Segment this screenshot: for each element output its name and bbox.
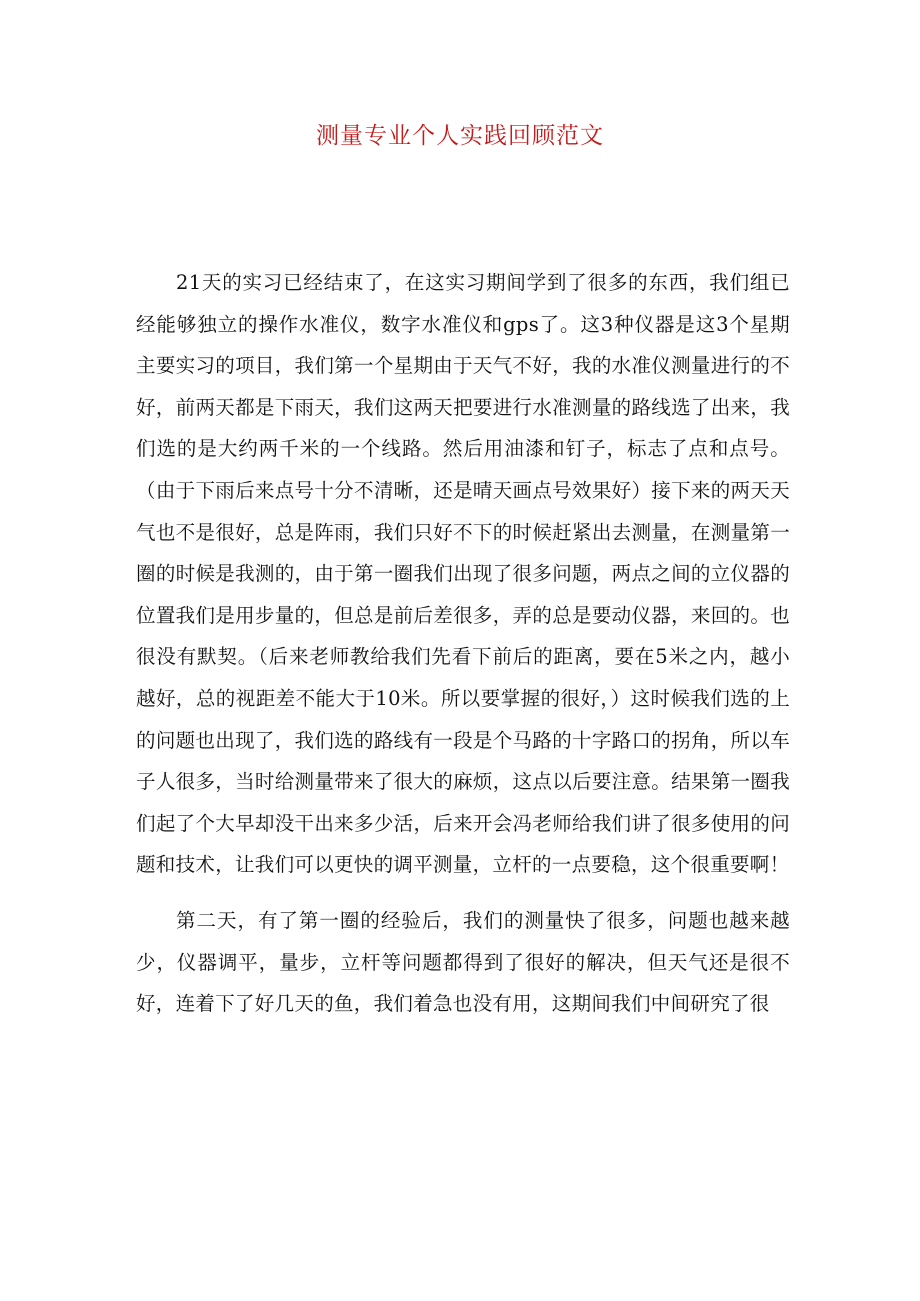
document-title: 测量专业个人实践回顾范文 <box>316 123 604 149</box>
paragraph-1: 21天的实习已经结束了，在这实习期间学到了很多的东西，我们组已经能够独立的操作水准仪，数字水准仪和gps了。这3种仪器是这3个星期主要实习的项目，我们第一个星期由于天气不好，我的水准仪测量进行的不好，前两天都是下雨天，我们这两天把要进行水准测量的路线选了出来，我们选的是大约两千米的一个线路。然后用油漆和钉子，标志了点和点号。（由于下雨后来点号十分不清晰，还是晴天画点号效果好）接下来的两天天气也不是很好，总是阵雨，我们只好不下的时候赶紧出去测量，在测量第一圈的时候是我测的，由于第一圈我们出现了很多问题，两点之间的立仪器的位置我们是用步量的，但总是前后差很多，弄的总是要动仪器，来回的。也很没有默契。（后来老师教给我们先看下前后的距离，要在5米之内，越小越好，总的视距差不能大于10米。所以要掌握的很好，）这时候我们选的上的问题也出现了，我们选的路线有一段是个马路的十字路口的拐角，所以车子人很多，当时给测量带来了很大的麻烦，这点以后要注意。结果第一圈我们起了个大早却没干出来多少活，后来开会冯老师给我们讲了很多使用的问题和技术，让我们可以更快的调平测量，立杆的一点要稳，这个很重要啊！ <box>136 271 790 877</box>
document-body <box>136 262 790 1039</box>
paragraph-2: 第二天，有了第一圈的经验后，我们的测量快了很多，问题也越来越少，仪器调平，量步，立杆等问题都得到了很好的解决，但天气还是很不好，连着下了好几天的鱼，我们着急也没有用，这期间我们中间研究了很 <box>136 908 790 1016</box>
